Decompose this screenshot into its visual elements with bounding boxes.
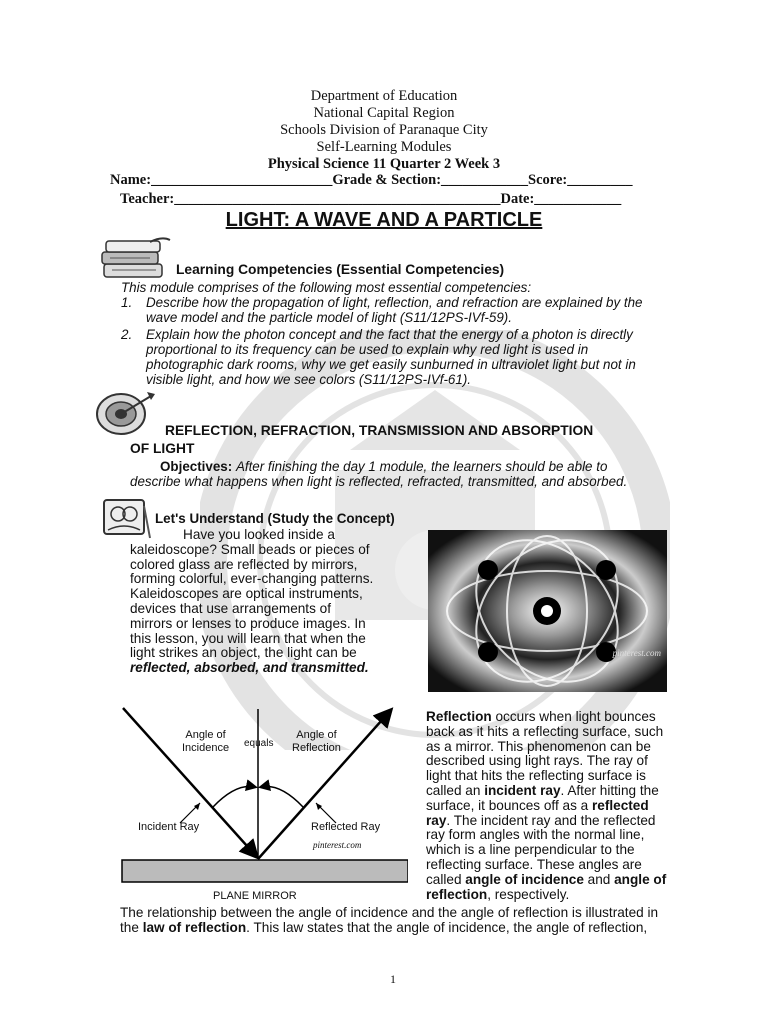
section-heading: REFLECTION, REFRACTION, TRANSMISSION AND ABSORPTION (165, 423, 594, 438)
incident-ray-label: Incident Ray (138, 821, 200, 833)
books-icon (100, 236, 172, 282)
diagram-credit: pinterest.com (313, 840, 362, 850)
header-line: Schools Division of Paranaque City (280, 122, 488, 138)
angle-incidence-label: Angle of Incidence (182, 729, 230, 754)
mirror-label: PLANE MIRROR (213, 890, 297, 902)
school-header (0, 88, 768, 173)
subject-line: Physical Science 11 Quarter 2 Week 3 (267, 156, 501, 172)
competencies-heading: Learning Competencies (Essential Competencies) (176, 262, 505, 277)
name-row: Name:_________________________Grade & Section:____________Score:_________ (110, 172, 633, 188)
competencies-list (121, 295, 653, 387)
header-line: Self-Learning Modules (316, 139, 452, 155)
angle-reflection-label: Angle of Reflection (292, 729, 341, 754)
list-item: 1. Describe how the propagation of light, reflection, and refraction are explained by the wave model and the particle model of light (S11/12PS-IVf-59). (121, 295, 643, 325)
teacher-row: Teacher:_____________________________________________Date:____________ (120, 191, 622, 207)
understand-heading: Let's Understand (Study the Concept) (155, 511, 395, 526)
image-credit: pinterest.com (612, 648, 661, 658)
header-line: Department of Education (310, 88, 458, 104)
equals-label: equals (244, 738, 274, 749)
page-title: LIGHT: A WAVE AND A PARTICLE (225, 209, 543, 231)
competencies-intro: This module comprises of the following most essential competencies: (121, 280, 532, 295)
reflected-ray-label: Reflected Ray (311, 821, 381, 833)
reflection-paragraph: Reflection occurs when light bounces back as it hits a reflecting surface, such as a mirror. This phenomenon can be described using light rays. The ray of light that hits the reflecting surface is called an incident ray. After hitting the surface, it bounces off as a reflected ray. The incident ray and the reflected ray form angles with the normal line, which is a line perpendicular to the reflecting surface. These angles are called angle of incidence and angle of reflection, respectively. (426, 709, 667, 902)
kaleidoscope-paragraph: Have you looked inside a kaleidoscope? Small beads or pieces of colored glass are reflected by mirrors, forming colorful, ever-changing patterns. Kaleidoscopes are optical instruments, devices that use arrangements of mirrors or lenses to produce images. In this lesson, you will learn that when the light strikes an object, the light can be reflected, absorbed, and transmitted. (130, 527, 374, 676)
objectives: Objectives: After finishing the day 1 module, the learners should be able to describe what happens when light is reflected, refracted, transmitted, and absorbed. (130, 459, 628, 489)
section-heading-cont: OF LIGHT (130, 441, 195, 456)
law-paragraph: The relationship between the angle of incidence and the angle of reflection is illustrated in the law of reflection. This law states that the angle of incidence, the angle of reflection, (120, 905, 659, 935)
page-number: 1 (390, 972, 396, 986)
header-line: National Capital Region (313, 105, 455, 121)
reflection-diagram (118, 703, 408, 908)
kaleidoscope-image (428, 530, 667, 692)
list-item: 2. Explain how the photon concept and the fact that the energy of a photon is directly proportional to its frequency can be used to explain why red light is used in photographic dark rooms, why we get easily sunburned in ultraviolet light but not in visible light, and how we see colors (S11/12PS-IVf-61). (121, 327, 636, 387)
target-icon (95, 390, 157, 438)
